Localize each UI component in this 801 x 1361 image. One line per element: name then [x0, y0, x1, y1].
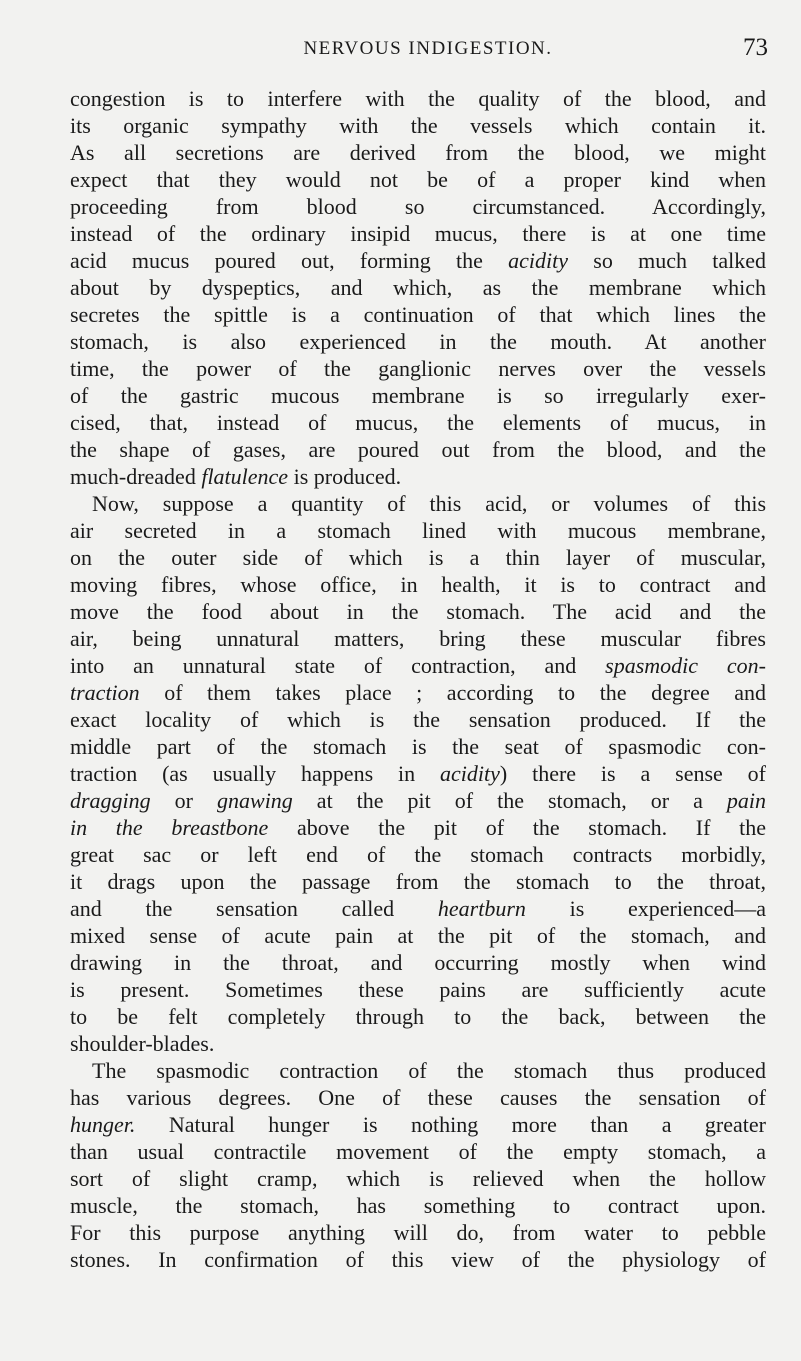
text-line — [70, 166, 766, 193]
text-line — [70, 193, 766, 220]
text-segment: much-dreaded — [70, 464, 202, 489]
italic-phrase: dragging — [70, 788, 151, 813]
text-line — [70, 841, 766, 868]
text-line — [70, 274, 766, 301]
text-segment: expect that they would not be of a proper kind when — [70, 167, 766, 192]
text-segment: Now, suppose a quantity of this acid, or volumes of this — [92, 491, 766, 516]
italic-phrase: heartburn — [437, 896, 526, 921]
page-number: 73 — [743, 34, 768, 61]
text-segment: As all secretions are derived from the blood, we might — [70, 140, 766, 165]
italic-phrase: spasmodic con- — [605, 653, 767, 678]
text-line — [70, 652, 766, 679]
text-line — [70, 706, 766, 733]
text-segment: stomach, is also experienced in the mouth. At another — [70, 329, 766, 354]
text-segment: air, being unnatural matters, bring these muscular fibres — [70, 626, 766, 651]
text-segment: proceeding from blood so circumstanced. Accordingly, — [70, 194, 766, 219]
text-line — [70, 787, 766, 814]
text-segment: drawing in the throat, and occurring mostly when wind — [70, 950, 766, 975]
text-line — [70, 949, 766, 976]
text-line — [70, 760, 766, 787]
text-line — [70, 301, 766, 328]
text-segment: great sac or left end of the stomach contracts morbidly, — [70, 842, 766, 867]
text-segment: and the sensation called — [70, 896, 438, 921]
text-segment: than usual contractile movement of the empty stomach, a — [70, 1139, 766, 1164]
text-line — [70, 544, 766, 571]
text-segment: middle part of the stomach is the seat of spasmodic con- — [70, 734, 766, 759]
text-line — [70, 112, 766, 139]
text-line — [70, 679, 766, 706]
text-line — [70, 355, 766, 382]
text-segment: at the pit of the stomach, or a — [292, 788, 727, 813]
page-header — [88, 34, 768, 64]
text-segment: mixed sense of acute pain at the pit of the stomach, and — [70, 923, 766, 948]
text-segment: air secreted in a stomach lined with mucous membrane, — [70, 518, 766, 543]
text-segment: shoulder-blades. — [70, 1031, 215, 1056]
text-line — [70, 976, 766, 1003]
text-line — [70, 625, 766, 652]
text-segment: The spasmodic contraction of the stomach thus produced — [92, 1058, 766, 1083]
text-segment: move the food about in the stomach. The acid and the — [70, 599, 766, 624]
text-line — [70, 1003, 766, 1030]
text-segment: acid mucus poured out, forming the — [70, 248, 509, 273]
text-segment: For this purpose anything will do, from water to pebble — [70, 1220, 766, 1245]
text-segment: its organic sympathy with the vessels which contain it. — [70, 113, 766, 138]
text-segment: is present. Sometimes these pains are sufficiently acute — [70, 977, 766, 1002]
text-segment: on the outer side of which is a thin layer of muscular, — [70, 545, 766, 570]
italic-phrase: gnawing — [217, 788, 293, 813]
text-line — [70, 1138, 766, 1165]
text-line — [70, 1165, 766, 1192]
text-segment: instead of the ordinary insipid mucus, there is at one time — [70, 221, 766, 246]
text-line — [70, 247, 766, 274]
italic-phrase: flatulence — [201, 464, 289, 489]
text-segment: traction (as usually happens in — [70, 761, 440, 786]
text-segment: is experienced—a — [525, 896, 766, 921]
text-line — [70, 922, 766, 949]
text-line — [70, 517, 766, 544]
text-line — [70, 1057, 766, 1084]
text-line — [70, 1219, 766, 1246]
text-segment: muscle, the stomach, has something to contract upon. — [70, 1193, 766, 1218]
text-line — [70, 85, 766, 112]
text-segment: it drags upon the passage from the stomach to the throat, — [70, 869, 766, 894]
text-segment: to be felt completely through to the back, between the — [70, 1004, 766, 1029]
text-line — [70, 463, 766, 490]
text-line — [70, 814, 766, 841]
text-segment: so much talked — [568, 248, 766, 273]
text-segment: secretes the spittle is a continuation of that which lines the — [70, 302, 766, 327]
text-line — [70, 598, 766, 625]
text-segment: has various degrees. One of these causes the sensation of — [70, 1085, 766, 1110]
text-segment: the shape of gases, are poured out from the blood, and the — [70, 437, 766, 462]
text-line — [70, 1192, 766, 1219]
text-segment: is produced. — [288, 464, 402, 489]
text-segment: ) there is a sense of — [499, 761, 766, 786]
text-segment: of the gastric mucous membrane is so irregularly exer- — [70, 383, 766, 408]
text-line — [70, 220, 766, 247]
text-segment: about by dyspeptics, and which, as the membrane which — [70, 275, 766, 300]
text-line — [70, 571, 766, 598]
italic-phrase: pain — [726, 788, 766, 813]
text-segment: cised, that, instead of mucus, the elements of mucus, in — [70, 410, 766, 435]
text-segment: into an unnatural state of contraction, and — [70, 653, 606, 678]
text-segment: stones. In confirmation of this view of the physiology of — [70, 1247, 766, 1272]
text-segment: sort of slight cramp, which is relieved when the hollow — [70, 1166, 766, 1191]
text-line — [70, 409, 766, 436]
italic-phrase: in the breastbone — [70, 815, 269, 840]
text-line — [70, 328, 766, 355]
text-line — [70, 1246, 766, 1273]
text-segment: of them takes place ; according to the degree and — [139, 680, 766, 705]
text-line — [70, 382, 766, 409]
italic-phrase: acidity — [508, 248, 568, 273]
text-segment: moving fibres, whose office, in health, it is to contract and — [70, 572, 766, 597]
text-segment: above the pit of the stomach. If the — [268, 815, 766, 840]
text-segment: time, the power of the ganglionic nerves over the vessels — [70, 356, 766, 381]
text-line — [70, 895, 766, 922]
text-line — [70, 1030, 766, 1057]
text-line — [70, 436, 766, 463]
text-segment: congestion is to interfere with the quality of the blood, and — [70, 86, 766, 111]
text-line — [70, 733, 766, 760]
text-segment: or — [150, 788, 218, 813]
text-line — [70, 490, 766, 517]
text-line — [70, 1111, 766, 1138]
text-line — [70, 139, 766, 166]
italic-phrase: hunger. — [70, 1112, 136, 1137]
text-segment: Natural hunger is nothing more than a greater — [135, 1112, 766, 1137]
text-segment: exact locality of which is the sensation produced. If the — [70, 707, 766, 732]
italic-phrase: acidity — [440, 761, 500, 786]
body-text — [70, 85, 766, 1273]
text-line — [70, 868, 766, 895]
text-line — [70, 1084, 766, 1111]
italic-phrase: traction — [70, 680, 140, 705]
running-title: NERVOUS INDIGESTION. — [303, 38, 553, 59]
